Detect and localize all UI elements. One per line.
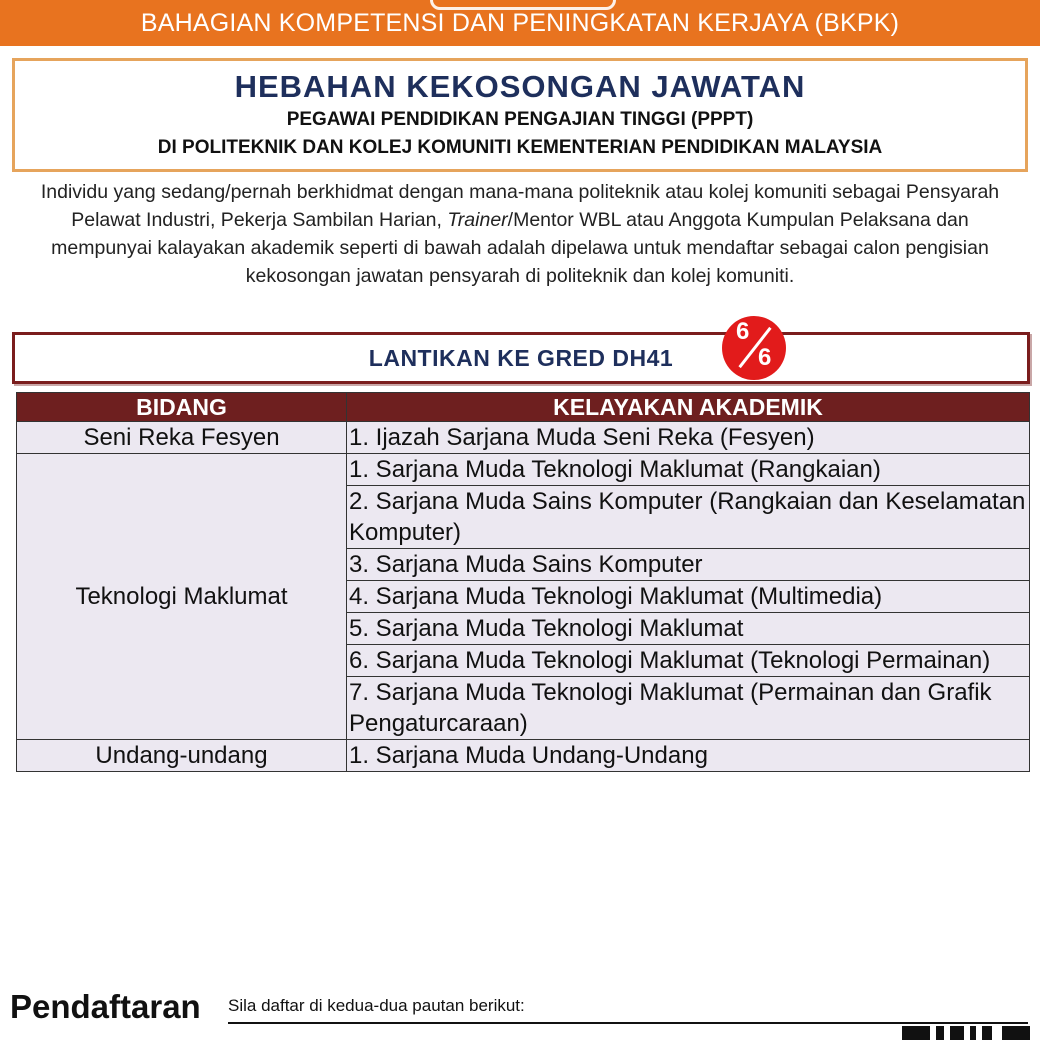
bidang-cell: Undang-undang bbox=[17, 740, 347, 772]
page-count-badge bbox=[722, 316, 786, 380]
table-row bbox=[17, 454, 1030, 486]
kelayakan-cell: 6. Sarjana Muda Teknologi Maklumat (Teknologi Permainan) bbox=[347, 645, 1030, 677]
grade-box bbox=[12, 332, 1030, 384]
header-box bbox=[12, 58, 1028, 172]
bidang-cell: Teknologi Maklumat bbox=[17, 454, 347, 740]
kelayakan-cell: 1. Sarjana Muda Undang-Undang bbox=[347, 740, 1030, 772]
table-row bbox=[17, 740, 1030, 772]
kelayakan-cell: 7. Sarjana Muda Teknologi Maklumat (Permainan dan Grafik Pengaturcaraan) bbox=[347, 677, 1030, 740]
intro-text-1: Individu yang sedang/pernah berkhidmat dengan mana-mana politeknik atau kolej komuniti sebagai Pensyarah Pelawat Industri, Pekerja Sambilan Harian, bbox=[40, 181, 1000, 231]
header-kelayakan: KELAYAKAN AKADEMIK bbox=[347, 393, 1030, 422]
intro-text-italic: Trainer bbox=[447, 209, 508, 231]
banner-title: BAHAGIAN KOMPETENSI DAN PENINGKATAN KERJAYA (BKPK) bbox=[140, 9, 900, 37]
badge-top-number: 6 bbox=[736, 318, 750, 345]
kelayakan-cell: 5. Sarjana Muda Teknologi Maklumat bbox=[347, 613, 1030, 645]
kelayakan-cell: 2. Sarjana Muda Sains Komputer (Rangkaian dan Keselamatan Komputer) bbox=[347, 486, 1030, 549]
table-header-row bbox=[17, 393, 1030, 422]
kelayakan-cell: 4. Sarjana Muda Teknologi Maklumat (Multimedia) bbox=[347, 581, 1030, 613]
registration-note: Sila daftar di kedua-dua pautan berikut: bbox=[228, 996, 525, 1015]
registration-divider bbox=[228, 1022, 1028, 1024]
top-banner bbox=[0, 0, 1040, 46]
grade-label: LANTIKAN KE GRED DH41 bbox=[368, 345, 674, 371]
page-subtitle: PEGAWAI PENDIDIKAN PENGAJIAN TINGGI (PPPT) bbox=[286, 109, 754, 130]
bidang-cell: Seni Reka Fesyen bbox=[17, 422, 347, 454]
header-bidang: BIDANG bbox=[17, 393, 347, 422]
registration-title: Pendaftaran bbox=[10, 988, 201, 1025]
kelayakan-cell: 1. Ijazah Sarjana Muda Seni Reka (Fesyen) bbox=[347, 422, 1030, 454]
banner-tab-outline bbox=[430, 0, 616, 10]
page-title: HEBAHAN KEKOSONGAN JAWATAN bbox=[234, 69, 806, 104]
badge-bottom-number: 6 bbox=[758, 344, 772, 371]
intro-text-2: /Mentor WBL atau Anggota Kumpulan Pelaksana dan mempunyai kalayakan akademik seperti di bawah adalah dipelawa untuk mendaftar sebagai calon pengisian kekosongan jawatan pensyarah di politeknik dan kolej komuniti. bbox=[51, 209, 989, 287]
page-subtitle-2: DI POLITEKNIK DAN KOLEJ KOMUNITI KEMENTERIAN PENDIDIKAN MALAYSIA bbox=[157, 137, 883, 158]
intro-paragraph bbox=[30, 178, 1010, 290]
qr-code-icon[interactable] bbox=[902, 1026, 1030, 1040]
table-row bbox=[17, 422, 1030, 454]
kelayakan-cell: 1. Sarjana Muda Teknologi Maklumat (Rangkaian) bbox=[347, 454, 1030, 486]
kelayakan-cell: 3. Sarjana Muda Sains Komputer bbox=[347, 549, 1030, 581]
qualification-table bbox=[16, 392, 1030, 772]
